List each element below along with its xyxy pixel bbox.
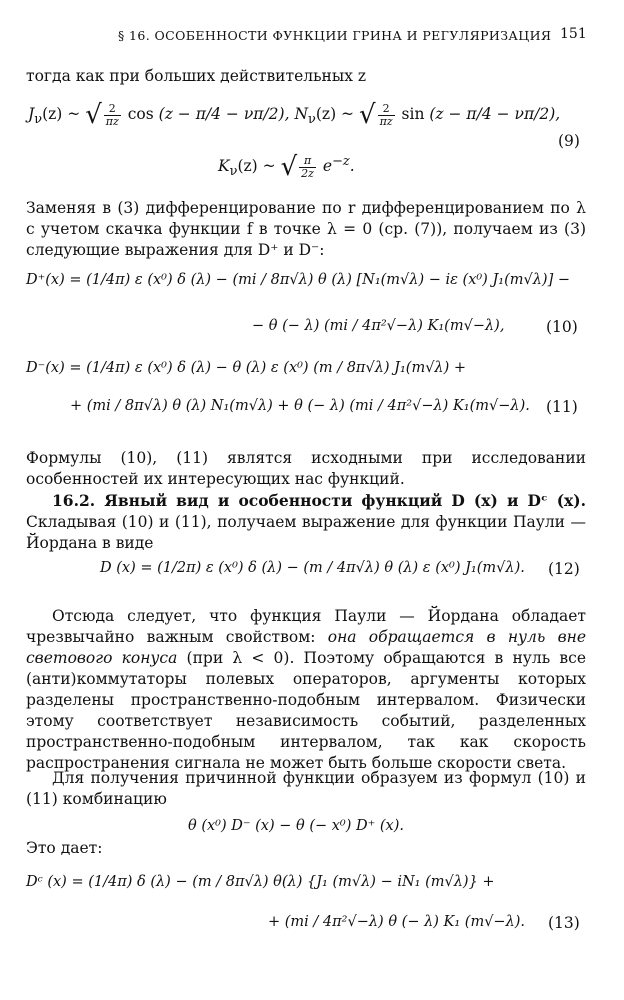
eq9-frac1-top: 2 [104, 103, 121, 116]
eq9-exp-sup: −z [332, 153, 350, 169]
eq9-frac3-bot: 2z [301, 166, 314, 180]
equation-10-number: (10) [546, 318, 578, 336]
eq9-J-z: (z) ~ [42, 105, 81, 123]
equation-12-number: (12) [548, 560, 580, 578]
eq9-K-z: (z) ~ [237, 157, 276, 175]
equation-11-line1: D⁻(x) = (1/4π) ε (x⁰) δ (λ) − θ (λ) ε (x⁰) (m / 8π√λ) J₁(m√λ) + [26, 360, 467, 376]
equation-10-line1: D⁺(x) = (1/4π) ε (x⁰) δ (λ) − (mi / 8π√λ) θ (λ) [N₁(m√λ) − iε (x⁰) J₁(m√λ)] − [26, 272, 570, 288]
eq9-K-sub: ν [229, 164, 238, 180]
equation-13-line2: + (mi / 4π²√−λ) θ (− λ) K₁ (m√−λ). [268, 914, 526, 930]
eq9-sin: sin [401, 105, 425, 123]
equation-combination: θ (x⁰) D⁻ (x) − θ (− x⁰) D⁺ (x). [188, 818, 404, 834]
pauli-text-b: (при λ < 0). Поэтому обращаются в нуль все (анти)коммутаторы полевых операторов, аргументы которых разделены пространственно-подобным интервалом. Физически этому соответствует независимость событий, разделенных пространственно-подобным интервалом, так как скорость распространения сигнала не может быть больше скорости света. [26, 649, 586, 772]
equation-11-number: (11) [546, 398, 578, 416]
pauli-text-a: Отсюда следует, что функция Паули — Йордана обладает чрезвычайно важным свойством: [26, 607, 586, 646]
eq9-N: N [294, 105, 308, 123]
eq9-frac2-top: 2 [378, 103, 395, 116]
eq9-frac2 [378, 103, 395, 128]
eq9-frac3 [299, 155, 316, 180]
paragraph-pauli-jordan [26, 606, 586, 774]
eq9-N-z: (z) ~ [315, 105, 355, 123]
equation-13-line1: Dᶜ (x) = (1/4π) δ (λ) − (m / 8π√λ) θ(λ) {J₁ (m√λ) − iN₁ (m√λ)} + [26, 874, 495, 890]
page-number: 151 [560, 26, 587, 42]
sqrt-icon: √ [280, 152, 298, 182]
eq9-frac3-top: π [299, 155, 316, 168]
paragraph-replace: Заменяя в (3) дифференцирование по r дифференцированием по λ с учетом скачка функции f в точке λ = 0 (ср. (7)), получаем из (3) следующие выражения для D⁺ и D⁻: [26, 199, 586, 259]
section-16-2-heading: 16.2. Явный вид и особенности функций D (x) и Dᶜ (x). [52, 491, 586, 510]
eq9-exp-end: . [349, 157, 355, 175]
eq9-frac1 [104, 103, 121, 128]
running-header [0, 28, 624, 48]
pauli-text-italic: она обращается в нуль вне светового конуса [26, 628, 587, 667]
eq9-exp: e [322, 157, 333, 175]
eq9-J: J [28, 105, 35, 123]
eq9-J-sub: ν [34, 112, 43, 128]
paragraph-causal: Для получения причинной функции образуем из формул (10) и (11) комбинацию [26, 769, 586, 808]
paragraph-intro: тогда как при больших действительных z [26, 67, 367, 85]
equation-9-line2 [218, 152, 355, 182]
equation-9-number: (9) [558, 132, 580, 150]
section-16-2 [26, 490, 586, 554]
paragraph-formulas: Формулы (10), (11) являтся исходными при исследовании особенностей их интересующих нас функций. [26, 449, 586, 488]
eq9-arg1: (z − π/4 − νπ/2), [158, 105, 290, 123]
eq9-frac1-bot: πz [105, 114, 119, 128]
equation-12: D (x) = (1/2π) ε (x⁰) δ (λ) − (m / 4π√λ) θ (λ) ε (x⁰) J₁(m√λ). [100, 560, 525, 576]
equation-11-line2: + (mi / 8π√λ) θ (λ) N₁(m√λ) + θ (− λ) (mi / 4π²√−λ) K₁(m√−λ). [70, 398, 530, 414]
eq9-N-sub: ν [308, 112, 316, 128]
eq9-K: K [218, 157, 230, 175]
sqrt-icon: √ [358, 100, 376, 130]
equation-10-line2: − θ (− λ) (mi / 4π²√−λ) K₁(m√−λ), [252, 318, 505, 334]
eq9-arg2: (z − π/4 − νπ/2), [429, 105, 561, 123]
paragraph-this-gives: Это дает: [26, 839, 103, 857]
equation-9-line1 [28, 100, 560, 130]
header-title: § 16. ОСОБЕННОСТИ ФУНКЦИИ ГРИНА И РЕГУЛЯРИЗАЦИЯ [118, 28, 552, 43]
equation-13-number: (13) [548, 914, 580, 932]
sqrt-icon: √ [85, 100, 102, 130]
eq9-frac2-bot: πz [379, 114, 393, 128]
eq9-cos: cos [127, 105, 154, 123]
section-16-2-text: Складывая (10) и (11), получаем выражение для функции Паули — Йордана в виде [26, 513, 586, 552]
